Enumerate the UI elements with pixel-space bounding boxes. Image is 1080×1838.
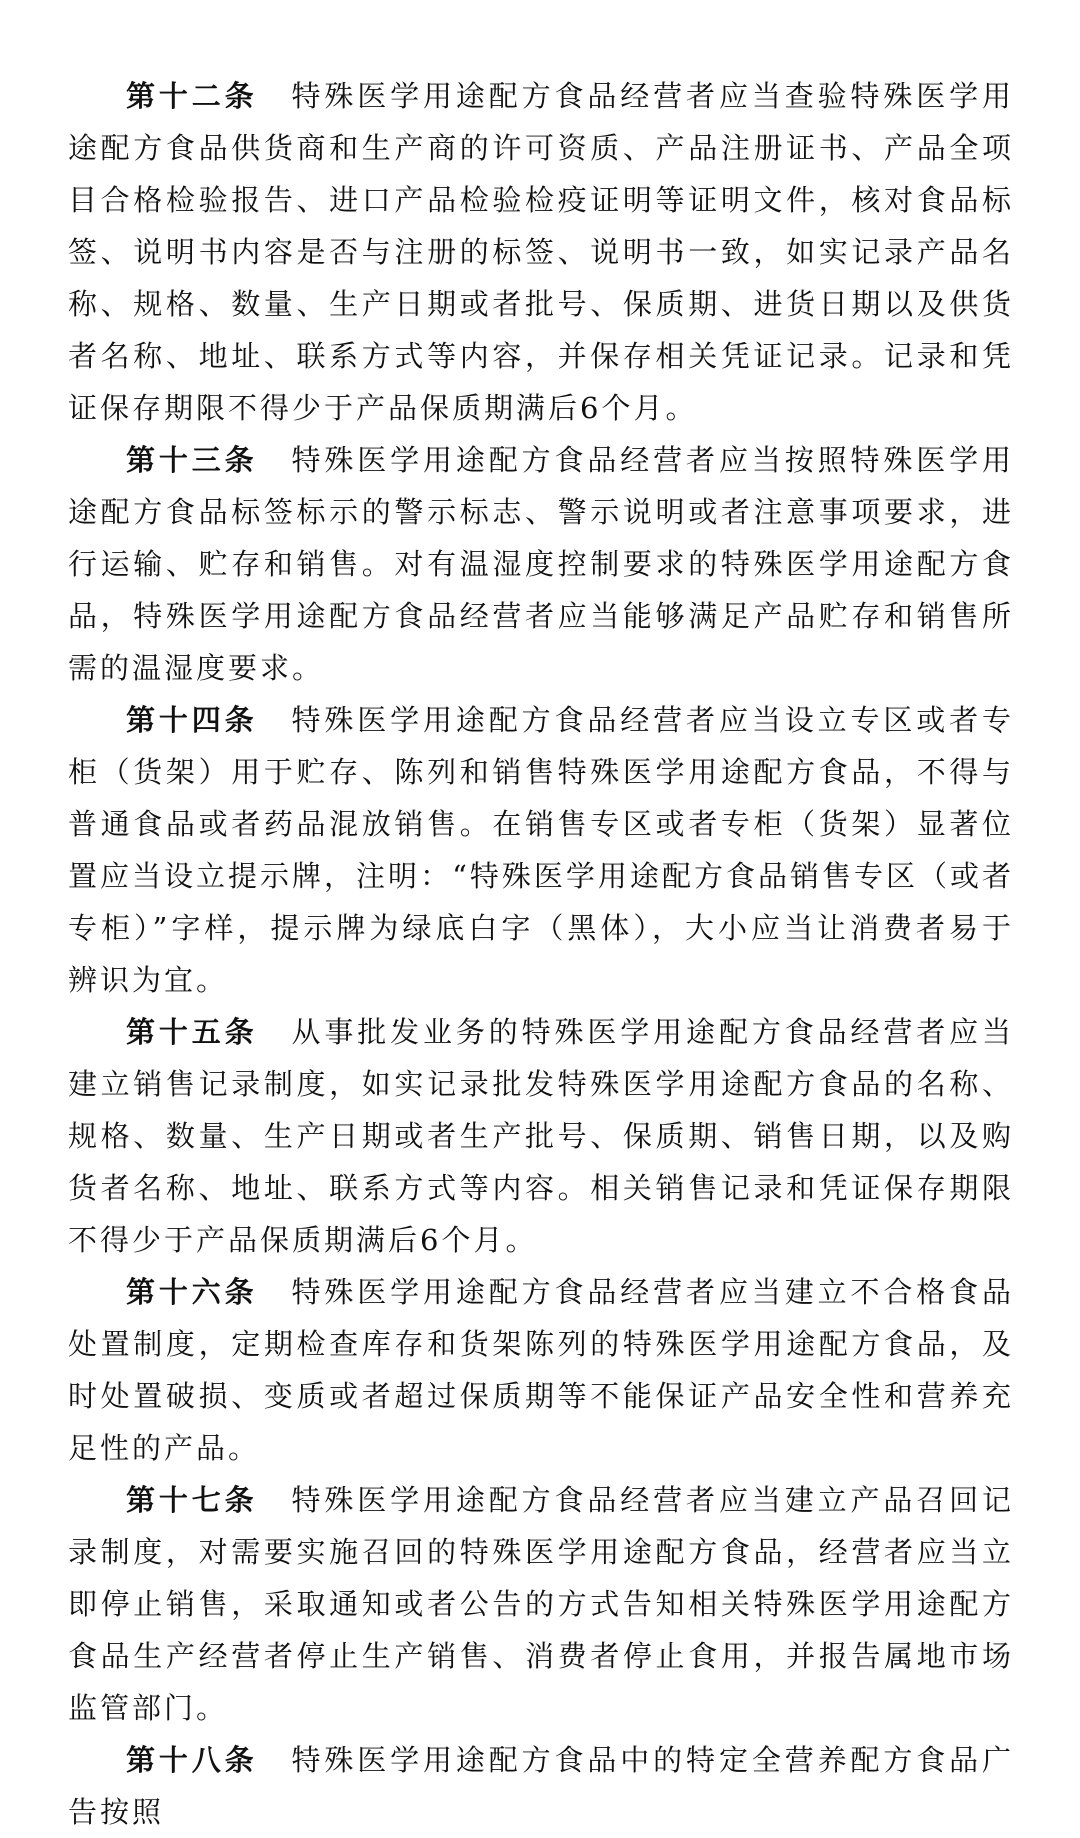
document-page [68, 70, 1014, 1838]
article-12 [68, 70, 1014, 434]
article-number: 第十七条 [126, 1483, 258, 1517]
article-number: 第十三条 [126, 443, 258, 477]
article-text: 特殊医学用途配方食品经营者应当建立不合格食品处置制度，定期检查库存和货架陈列的特殊医学用途配方食品，及时处置破损、变质或者超过保质期等不能保证产品安全性和营养充足性的产品。 [68, 1275, 1014, 1465]
article-text: 特殊医学用途配方食品经营者应当查验特殊医学用途配方食品供货商和生产商的许可资质、产品注册证书、产品全项目合格检验报告、进口产品检验检疫证明等证明文件，核对食品标签、说明书内容是否与注册的标签、说明书一致，如实记录产品名称、规格、数量、生产日期或者批号、保质期、进货日期以及供货者名称、地址、联系方式等内容，并保存相关凭证记录。记录和凭证保存期限不得少于产品保质期满后6个月。 [68, 79, 1014, 425]
article-16 [68, 1266, 1014, 1474]
article-18 [68, 1734, 1014, 1838]
article-number: 第十八条 [126, 1743, 258, 1777]
article-number: 第十五条 [126, 1015, 258, 1049]
article-text: 特殊医学用途配方食品中的特定全营养配方食品广告按照 [68, 1743, 1014, 1829]
article-14 [68, 694, 1014, 1006]
article-13 [68, 434, 1014, 694]
article-number: 第十四条 [126, 703, 258, 737]
article-15 [68, 1006, 1014, 1266]
article-text: 特殊医学用途配方食品经营者应当设立专区或者专柜（货架）用于贮存、陈列和销售特殊医学用途配方食品，不得与普通食品或者药品混放销售。在销售专区或者专柜（货架）显著位置应当设立提示牌，注明：“特殊医学用途配方食品销售专区（或者专柜）”字样，提示牌为绿底白字（黑体），大小应当让消费者易于辨识为宜。 [68, 703, 1014, 997]
article-text: 特殊医学用途配方食品经营者应当按照特殊医学用途配方食品标签标示的警示标志、警示说明或者注意事项要求，进行运输、贮存和销售。对有温湿度控制要求的特殊医学用途配方食品，特殊医学用途配方食品经营者应当能够满足产品贮存和销售所需的温湿度要求。 [68, 443, 1014, 685]
article-text: 从事批发业务的特殊医学用途配方食品经营者应当建立销售记录制度，如实记录批发特殊医学用途配方食品的名称、规格、数量、生产日期或者生产批号、保质期、销售日期，以及购货者名称、地址、联系方式等内容。相关销售记录和凭证保存期限不得少于产品保质期满后6个月。 [68, 1015, 1014, 1257]
article-number: 第十二条 [126, 79, 258, 113]
article-text: 特殊医学用途配方食品经营者应当建立产品召回记录制度，对需要实施召回的特殊医学用途配方食品，经营者应当立即停止销售，采取通知或者公告的方式告知相关特殊医学用途配方食品生产经营者停止生产销售、消费者停止食用，并报告属地市场监管部门。 [68, 1483, 1014, 1725]
article-number: 第十六条 [126, 1275, 258, 1309]
article-17 [68, 1474, 1014, 1734]
